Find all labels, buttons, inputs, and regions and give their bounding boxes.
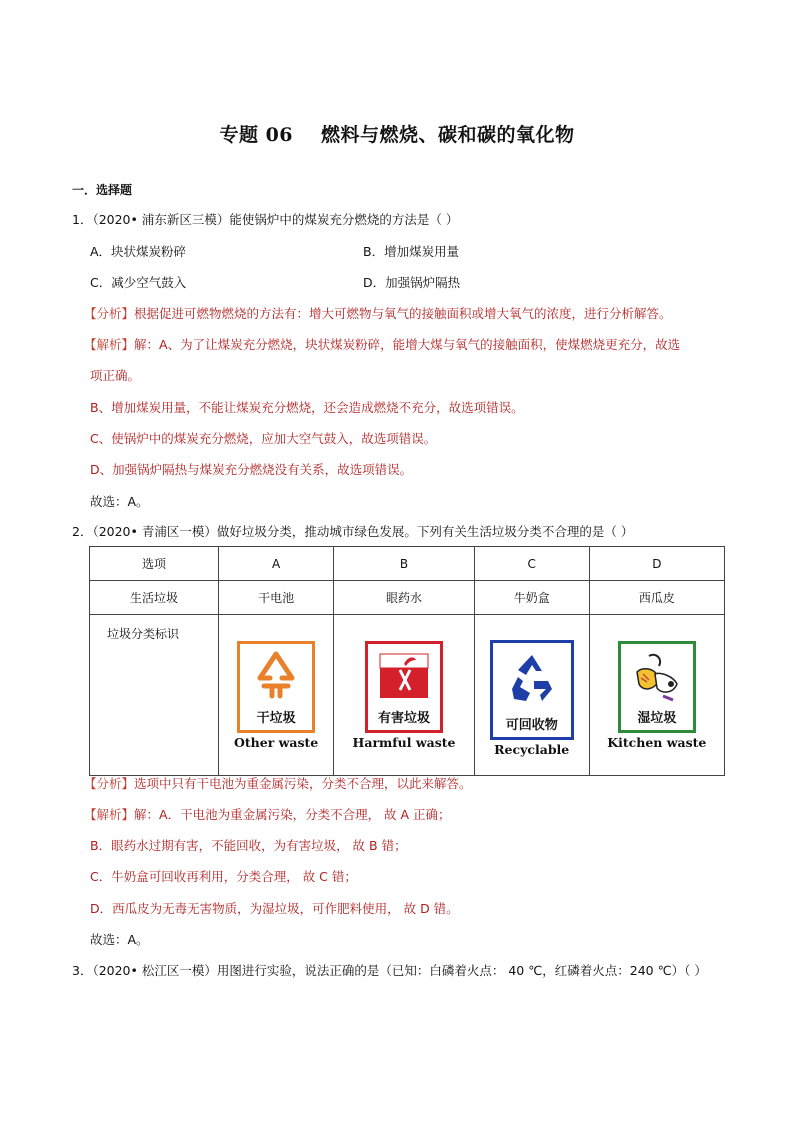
q2-line-c: C．牛奶盒可回收再利用，分类合理， 故 C 错； [90,869,357,884]
page-title [0,120,794,147]
sign-label-en: Recyclable [494,741,570,757]
q2-analysis-text: 选项中只有干电池为重金属污染，分类不合理，以此来解答。 [134,776,472,791]
table-cell [219,615,334,776]
table-cell: 选项 [90,547,219,581]
table-cell: 牛奶盒 [474,581,589,615]
harmful-waste-sign [365,641,443,733]
sign-label-en: Other waste [234,734,319,750]
table-row [90,547,725,581]
q1-option-c: C．减少空气鼓入 [90,275,187,290]
q1-solution-text: 解：A、为了让煤炭充分燃烧，块状煤炭粉碎，能增大煤与氧气的接触面积，使煤燃烧更充分，故选 [134,337,681,352]
q3-stem: 3．（2020• 松江区一模）用图进行实验，说法正确的是（已知：白磷着火点： 40 ℃，红磷着火点：240 ℃）（ ） [72,963,707,978]
q1-line-b: B、增加煤炭用量，不能让煤炭充分燃烧，还会造成燃烧不充分，故选项错误。 [90,400,524,415]
sign-label-en: Harmful waste [352,734,456,750]
q2-solution-tag: 【解析】 [84,807,135,822]
table-cell: 生活垃圾 [90,581,219,615]
q1-stem: 1．（2020• 浦东新区三模）能使锅炉中的煤炭充分燃烧的方法是（ ） [72,212,459,227]
recycle-icon [504,649,560,705]
table-cell [474,615,589,776]
table-cell [334,615,474,776]
q1-solution-cont: 项正确。 [90,368,141,383]
kitchen-waste-sign [618,641,696,733]
other-waste-icon [254,650,298,700]
q1-option-d: D．加强锅炉隔热 [363,275,461,290]
battery-hazard-icon [378,650,430,700]
sign-label-cn: 可回收物 [505,717,558,733]
q2-line-d: D．西瓜皮为无毒无害物质，为湿垃圾，可作肥料使用， 故 D 错。 [90,901,459,916]
recyclable-sign [490,640,574,740]
table-cell: B [334,547,474,581]
section-heading: 一．选择题 [72,183,133,197]
q1-option-b: B．增加煤炭用量 [363,244,460,259]
kitchen-waste-icon [629,650,685,704]
q2-answer: 故选：A。 [90,932,149,947]
title-prefix: 专题 06 [219,124,294,146]
q1-analysis-text: 根据促进可燃物燃烧的方法有：增大可燃物与氧气的接触面积或增大氧气的浓度，进行分析解答。 [134,306,672,321]
q1-solution [84,335,680,353]
q1-answer: 故选：A。 [90,494,149,509]
table-cell: 干电池 [219,581,334,615]
sign-label-cn: 湿垃圾 [637,710,677,726]
q2-table [89,546,725,776]
sign-label-cn: 干垃圾 [256,710,296,726]
table-cell: D [589,547,724,581]
q2-line-b: B．眼药水过期有害，不能回收，为有害垃圾， 故 B 错； [90,838,407,853]
q1-analysis [84,304,672,322]
q1-analysis-tag: 【分析】 [84,306,135,321]
table-cell: 垃圾分类标识 [90,615,219,776]
q1-line-d: D、加强锅炉隔热与煤炭充分燃烧没有关系，故选项错误。 [90,462,413,477]
table-row [90,581,725,615]
q1-line-c: C、使锅炉中的煤炭充分燃烧，应加大空气鼓入，故选项错误。 [90,431,437,446]
q1-option-a: A．块状煤炭粉碎 [90,244,187,259]
q2-analysis-tag: 【分析】 [84,776,135,791]
q2-stem: 2．（2020• 青浦区一模）做好垃圾分类，推动城市绿色发展。下列有关生活垃圾分类不合理的是（ ） [72,524,634,539]
other-waste-sign [237,641,315,733]
table-cell [589,615,724,776]
sign-label-cn: 有害垃圾 [377,710,430,726]
sign-label-en: Kitchen waste [607,734,707,750]
q2-solution [84,805,451,823]
table-cell: C [474,547,589,581]
title-main: 燃料与燃烧、碳和碳的氧化物 [321,124,575,146]
q2-solution-text: 解：A．干电池为重金属污染，分类不合理， 故 A 正确； [134,807,451,822]
table-cell: A [219,547,334,581]
table-cell: 眼药水 [334,581,474,615]
q2-analysis [84,774,472,792]
table-cell: 西瓜皮 [589,581,724,615]
q1-solution-tag: 【解析】 [84,337,135,352]
table-row [90,615,725,776]
